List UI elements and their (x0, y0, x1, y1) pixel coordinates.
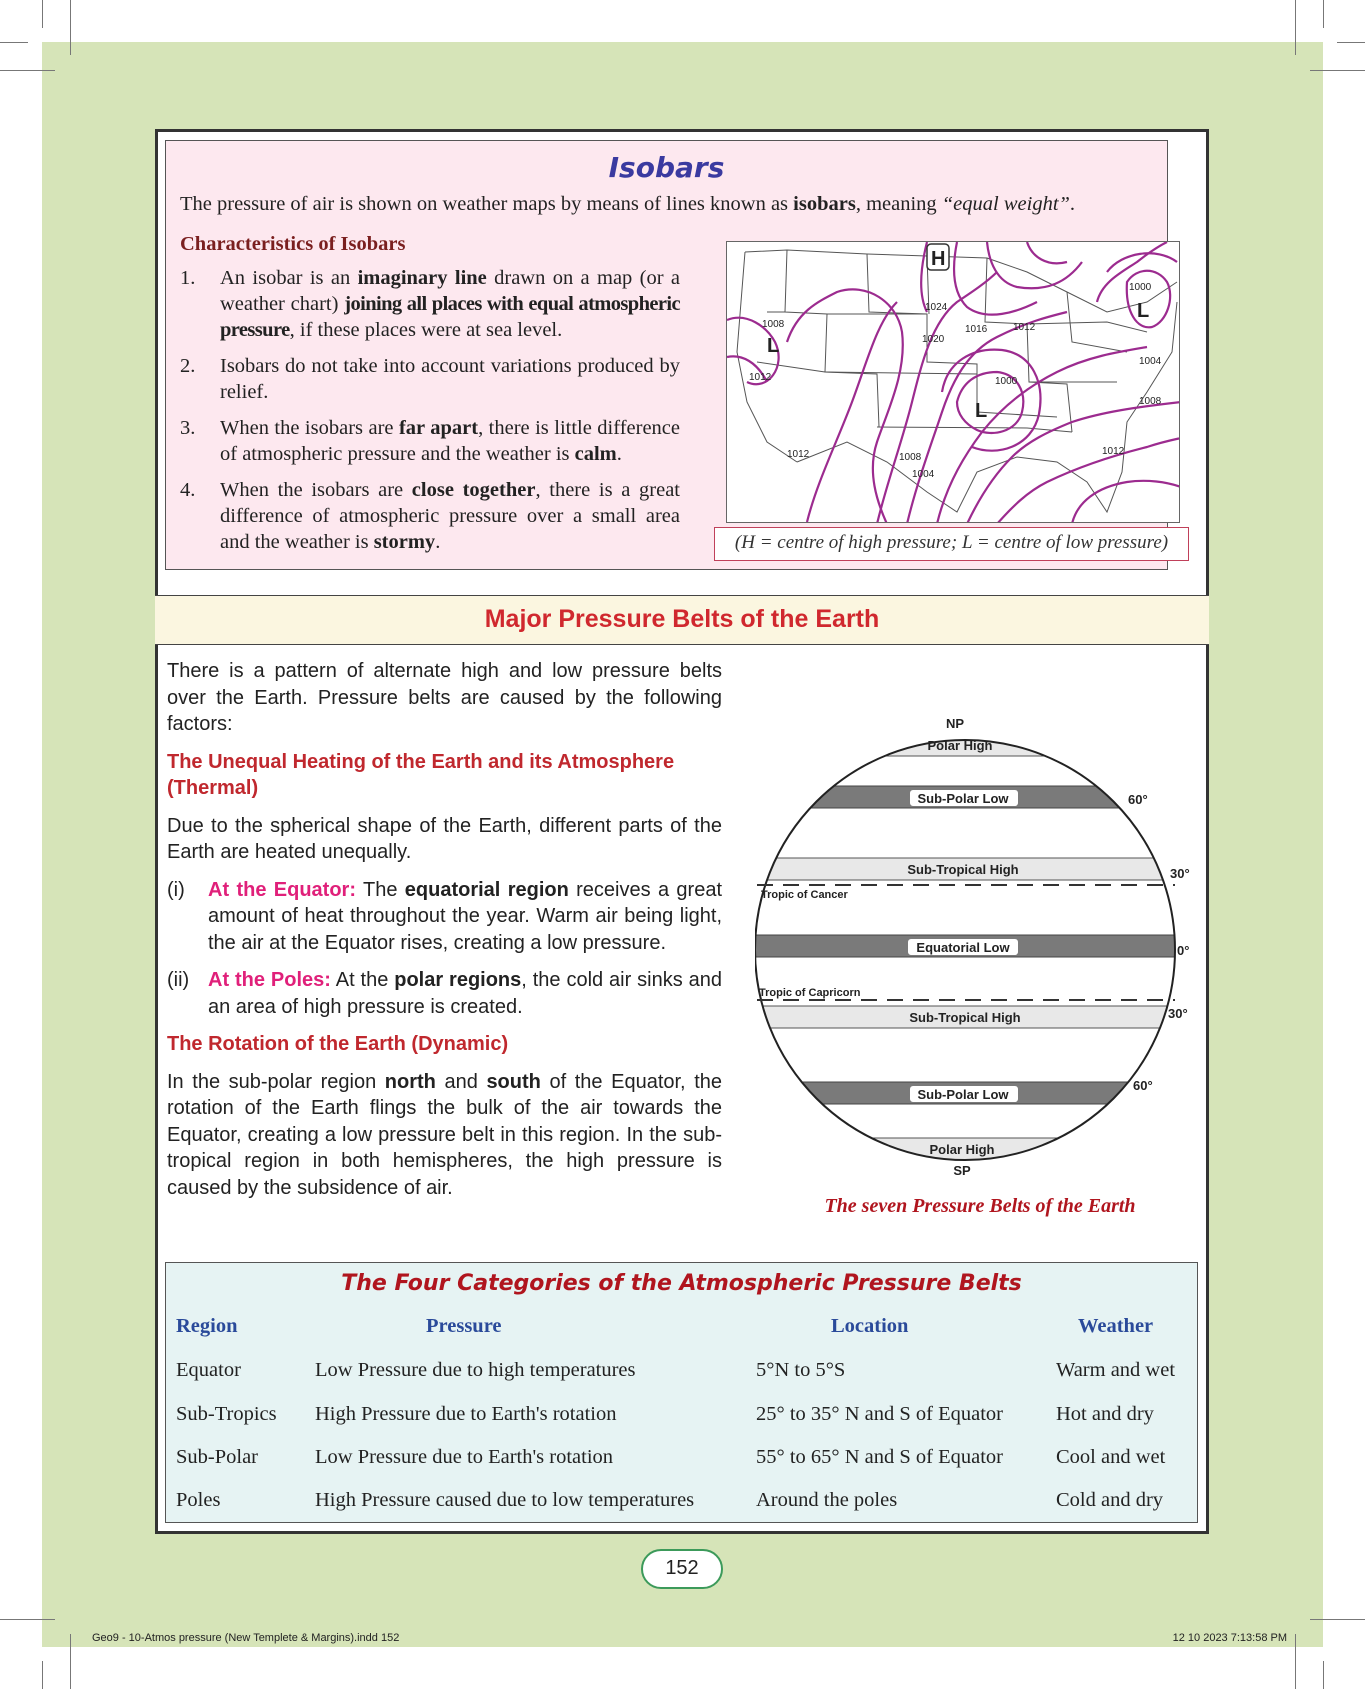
dynamic-bold: north (384, 1070, 436, 1093)
crop-mark (1323, 0, 1324, 28)
item-number: 3. (180, 417, 196, 439)
print-slug-date: 12 10 2023 7:13:58 PM (1172, 1632, 1287, 1644)
crop-mark (1323, 1661, 1324, 1689)
table-cell: High Pressure caused due to low temperatures (315, 1489, 695, 1511)
thermal-text: Due to the spherical shape of the Earth, different parts of the Earth are heated unequally. (167, 814, 722, 863)
map-caption: (H = centre of high pressure; L = centre of low pressure) (714, 527, 1189, 561)
table-cell: Cool and wet (1056, 1446, 1166, 1468)
table-cell: 55° to 65° N and S of Equator (756, 1446, 1003, 1468)
item-bold: far apart (398, 417, 479, 439)
map-label-1008: 1008 (762, 319, 785, 330)
crop-mark (70, 1634, 71, 1689)
map-label-1024: 1024 (925, 302, 948, 313)
item-text: At the (330, 969, 395, 991)
item-text: drawn on a map (or a weather chart) (220, 267, 680, 315)
crop-mark (0, 70, 55, 71)
map-label-L-west: L (767, 335, 780, 357)
table-header-weather: Weather (1078, 1315, 1154, 1337)
crop-mark (1295, 1634, 1296, 1689)
table-cell: Hot and dry (1056, 1403, 1154, 1425)
map-label-1004: 1004 (912, 469, 935, 480)
table-cell: Equator (176, 1359, 241, 1381)
globe-svg (755, 710, 1190, 1190)
item-text: . (616, 443, 622, 465)
sub-polar-low-label-south: Sub-Polar Low (917, 1087, 1009, 1102)
list-item (180, 477, 680, 555)
page-number: 152 (641, 1549, 723, 1589)
latitude-30-north: 30° (1170, 866, 1190, 881)
dynamic-text (167, 1069, 722, 1202)
latitude-60-south: 60° (1133, 1078, 1153, 1093)
table-title: The Four Categories of the Atmospheric Pressure Belts (341, 1271, 1022, 1296)
list-item (180, 265, 680, 343)
np-label: NP (945, 716, 965, 731)
map-label-1008b: 1008 (899, 452, 922, 463)
item-text: When the isobars are (220, 417, 399, 439)
table-header-location: Location (831, 1315, 909, 1337)
item-number: (i) (167, 878, 185, 901)
item-bold: close together (411, 479, 536, 501)
item-bold: equatorial region (404, 878, 569, 901)
item-number: (ii) (167, 969, 190, 991)
crop-mark (1310, 70, 1365, 71)
characteristics-title: Characteristics of Isobars (180, 233, 406, 255)
map-label-1012c: 1012 (1013, 322, 1036, 333)
tropic-of-capricorn-label: Tropic of Capricorn (759, 987, 861, 999)
table-cell: Low Pressure due to Earth's rotation (315, 1446, 614, 1468)
equatorial-low-label: Equatorial Low (916, 940, 1010, 955)
table-cell: 25° to 35° N and S of Equator (756, 1403, 1003, 1425)
item-text: , there is a great difference of atmospheric pressure over a small area and the weather is (220, 479, 680, 553)
item-bold: stormy (373, 531, 436, 553)
list-item (167, 877, 722, 957)
polar-high-label: Polar High (927, 738, 993, 753)
isobars-title: Isobars (608, 151, 725, 184)
dynamic-heading: The Rotation of the Earth (Dynamic) (167, 1033, 509, 1055)
latitude-30-south: 30° (1168, 1006, 1188, 1021)
polar-high-label-south: Polar High (929, 1142, 995, 1157)
table-cell: 5°N to 5°S (756, 1359, 846, 1381)
table-header-pressure: Pressure (426, 1315, 502, 1337)
table-cell: Around the poles (756, 1489, 898, 1511)
item-number: 4. (180, 479, 196, 501)
item-text: . (435, 531, 441, 553)
belts-intro: There is a pattern of alternate high and low pressure belts over the Earth. Pressure belts are caused by the following factors: (167, 660, 722, 735)
map-label-1000: 1000 (995, 376, 1018, 387)
item-text: An isobar is an (220, 267, 358, 289)
table-cell: Sub-Polar (176, 1446, 258, 1468)
crop-mark (42, 1661, 43, 1689)
tropic-of-cancer-label: Tropic of Cancer (761, 889, 848, 901)
map-label-1016: 1016 (965, 324, 988, 335)
thermal-heading: The Unequal Heating of the Earth and its Atmosphere (Thermal) (167, 750, 675, 799)
map-label-1012b: 1012 (787, 449, 810, 460)
characteristics-list (180, 265, 680, 565)
item-bold: joining all places with equal atmospheric pressure (220, 293, 681, 341)
crop-mark (1310, 1619, 1365, 1620)
map-label-L-central: L (975, 400, 988, 422)
map-label-1012: 1012 (749, 372, 772, 383)
pressure-belts-heading: Major Pressure Belts of the Earth (155, 595, 1209, 645)
table-cell: High Pressure due to Earth's rotation (315, 1403, 617, 1425)
map-label-L-east: L (1137, 300, 1150, 322)
table-cell: Low Pressure due to high temperatures (315, 1359, 636, 1381)
item-text: Isobars do not take into account variations produced by relief. (220, 355, 680, 403)
list-item (180, 415, 680, 467)
print-slug-file: Geo9 - 10-Atmos pressure (New Templete & Margins).indd 152 (92, 1632, 400, 1644)
table-cell: Poles (176, 1489, 221, 1511)
sp-label: SP (953, 1163, 971, 1178)
sub-polar-low-label: Sub-Polar Low (917, 791, 1009, 806)
map-label-1004b: 1004 (1139, 356, 1162, 367)
list-item (180, 353, 680, 405)
map-label-1008c: 1008 (1139, 396, 1162, 407)
map-label-1000b: 1000 (1129, 282, 1152, 293)
table-cell: Sub-Tropics (176, 1403, 277, 1425)
latitude-0: 0° (1177, 943, 1190, 958)
item-text: , the cold air sinks and an area of high pressure is created. (208, 969, 722, 1018)
item-bold: polar regions (394, 969, 522, 991)
item-text: When the isobars are (220, 479, 412, 501)
item-text: The (356, 878, 405, 901)
item-text: , there is little difference of atmospheric pressure and the weather is (220, 417, 680, 465)
dynamic-bold: south (486, 1070, 541, 1093)
latitude-60-north: 60° (1128, 792, 1148, 807)
pressure-belts-globe (755, 710, 1190, 1190)
intro-text: The pressure of air is shown on weather maps by means of lines known as (180, 193, 794, 215)
globe-caption: The seven Pressure Belts of the Earth (824, 1195, 1136, 1217)
item-bold: calm (574, 443, 617, 465)
table-cell: Warm and wet (1056, 1359, 1176, 1381)
weather-map-svg (727, 242, 1180, 523)
item-number: 1. (180, 267, 196, 289)
pressure-belts-text (167, 658, 722, 1212)
dynamic-text-part: of the Equator, the rotation of the Earth flings the bulk of the air towards the Equator, creating a low pressure belt in this region. In the sub-tropical region in both hemispheres, the high pressure is caused by the subsidence of air. (167, 1070, 723, 1199)
crop-mark (0, 1619, 55, 1620)
table-cell: Cold and dry (1056, 1489, 1164, 1511)
isobars-intro (180, 193, 1160, 216)
item-lead: At the Poles: (208, 969, 331, 991)
map-label-1020: 1020 (922, 334, 945, 345)
item-lead: At the Equator: (208, 878, 356, 901)
intro-text: , meaning (855, 193, 942, 215)
crop-mark (42, 0, 43, 28)
list-item (167, 967, 722, 1020)
item-text: , if these places were at sea level. (289, 319, 563, 341)
sub-tropical-high-label: Sub-Tropical High (907, 862, 1019, 877)
intro-text: . (1069, 193, 1076, 215)
intro-bold: isobars (793, 193, 856, 215)
sub-tropical-high-label-south: Sub-Tropical High (909, 1010, 1021, 1025)
item-bold: imaginary line (357, 267, 487, 289)
crop-mark (1337, 42, 1365, 43)
crop-mark (1295, 0, 1296, 55)
pressure-belts-table (165, 1262, 1198, 1523)
isobar-weather-map (726, 241, 1180, 523)
item-text: receives a great amount of heat throughout the year. Warm air being light, the air at the Equator rises, creating a low pressure. (208, 878, 723, 954)
crop-mark (70, 0, 71, 55)
crop-mark (0, 42, 28, 43)
isobars-box (165, 140, 1168, 570)
intro-italic: “equal weight” (941, 193, 1070, 215)
dynamic-text-part: and (435, 1070, 487, 1093)
dynamic-text-part: In the sub-polar region (167, 1070, 385, 1093)
table-header-region: Region (176, 1315, 238, 1337)
item-number: 2. (180, 355, 196, 377)
map-label-H: H (931, 248, 946, 270)
map-label-1012d: 1012 (1102, 446, 1125, 457)
